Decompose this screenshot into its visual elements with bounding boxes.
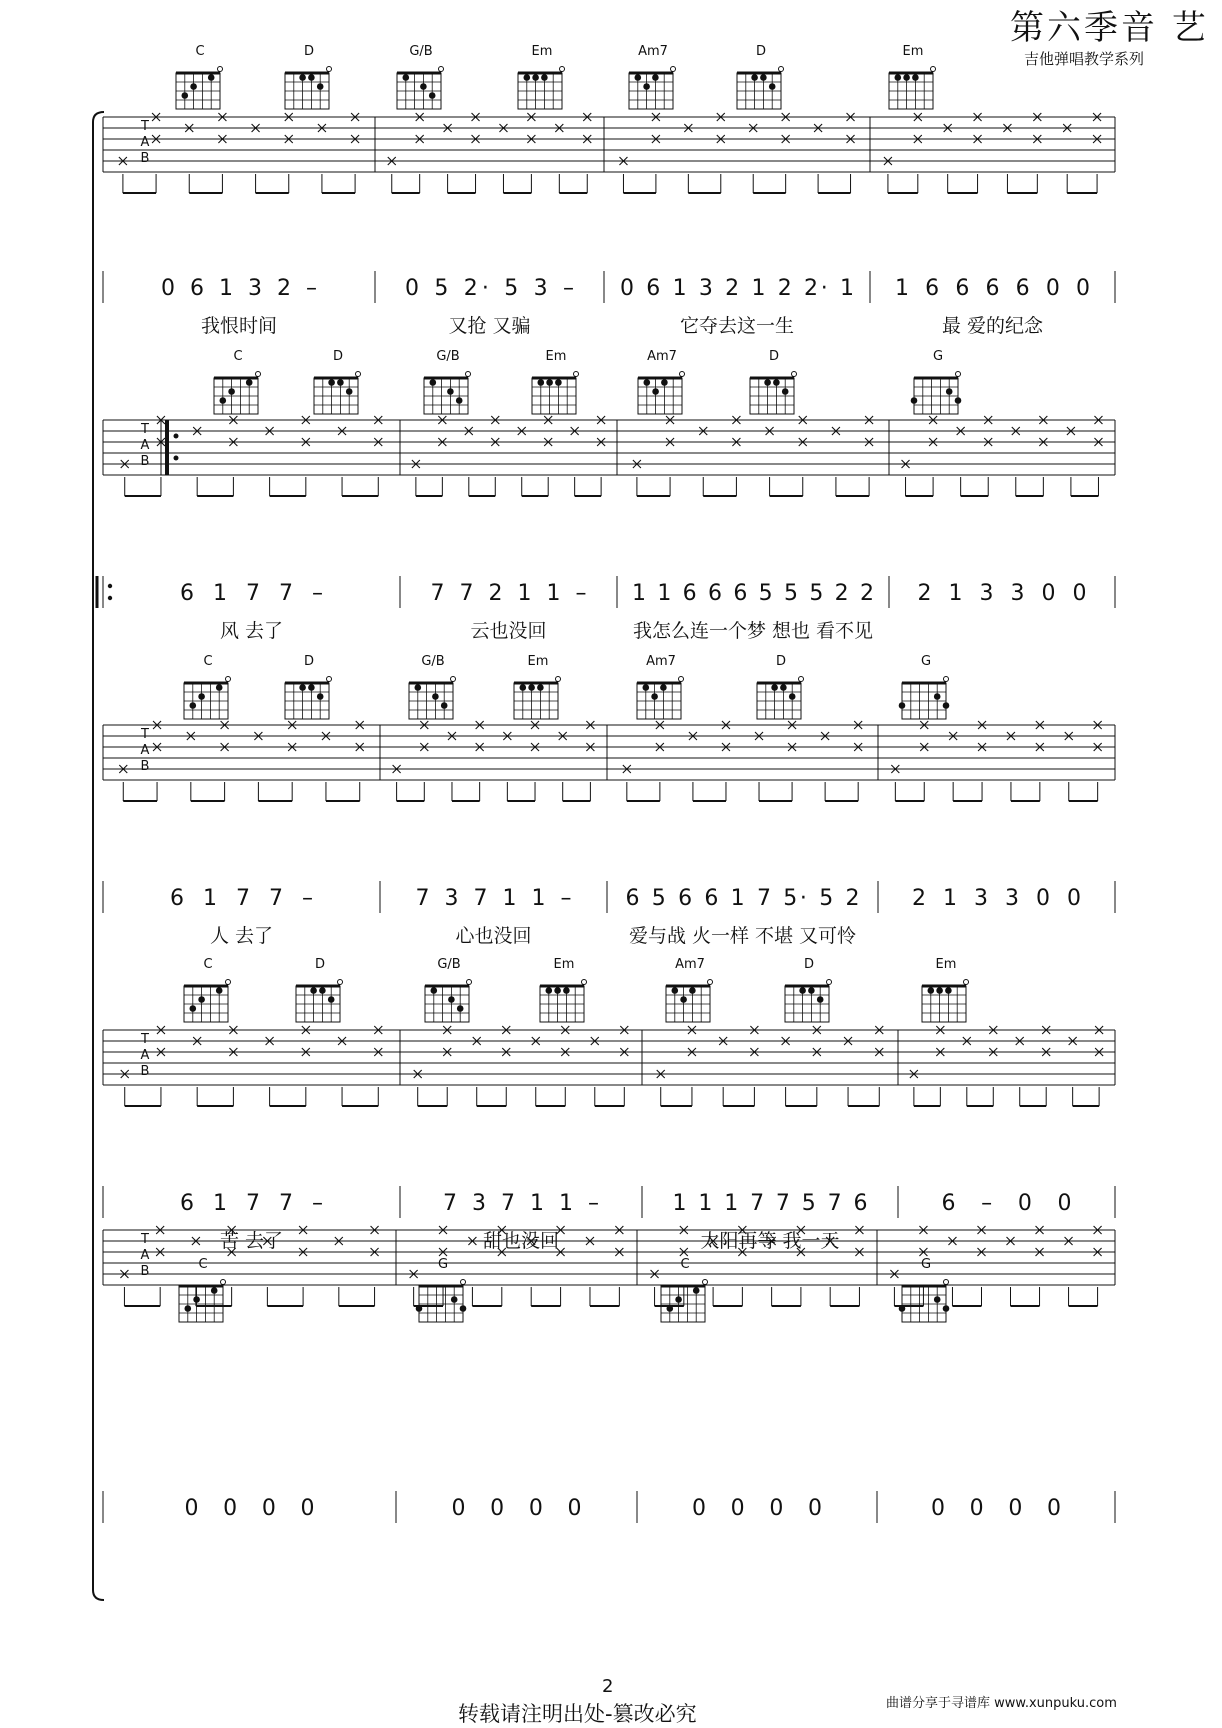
tab-clef-letter: B	[140, 1064, 150, 1079]
chord-name: Em	[902, 44, 924, 59]
finger-dot	[328, 379, 335, 386]
finger-dot	[764, 379, 771, 386]
finger-dot	[955, 397, 962, 404]
open-string-mark	[779, 67, 784, 72]
lyric-line: 甜也没回	[482, 1230, 560, 1252]
tab-clef-letter: T	[141, 119, 149, 134]
finger-dot	[661, 379, 668, 386]
chord-diagram	[638, 349, 685, 414]
finger-dot	[675, 1296, 682, 1303]
finger-dot	[782, 388, 789, 395]
lyric-line: 苦 去了	[219, 1230, 284, 1252]
chord-diagram	[184, 957, 231, 1022]
chord-name: D	[332, 349, 344, 364]
open-string-mark	[439, 67, 444, 72]
source-site: 曲谱分享于寻谱库 www.xunpuku.com	[886, 1696, 1117, 1711]
finger-dot	[934, 1296, 941, 1303]
chord-name: Em	[531, 44, 553, 59]
finger-dot	[555, 379, 562, 386]
finger-dot	[817, 996, 824, 1003]
finger-dot	[190, 83, 197, 90]
open-string-mark	[708, 980, 713, 985]
finger-dot	[799, 987, 806, 994]
finger-dot	[936, 987, 943, 994]
notation-measure: 6 1 7 7 –	[180, 581, 323, 606]
repeat-dot	[174, 434, 179, 439]
finger-dot	[317, 693, 324, 700]
finger-dot	[780, 684, 787, 691]
open-string-mark	[226, 980, 231, 985]
finger-dot	[651, 693, 658, 700]
lyric-line: 风 去了	[219, 620, 284, 642]
open-string-mark	[944, 1280, 949, 1285]
finger-dot	[182, 92, 189, 99]
finger-dot	[532, 74, 539, 81]
open-string-mark	[582, 980, 587, 985]
finger-dot	[420, 83, 427, 90]
chord-diagram	[314, 349, 361, 414]
open-string-mark	[356, 372, 361, 377]
open-string-mark	[467, 980, 472, 985]
finger-dot	[460, 1305, 467, 1312]
open-string-mark	[680, 372, 685, 377]
chord-diagram	[397, 44, 444, 109]
finger-dot	[193, 1296, 200, 1303]
finger-dot	[457, 1005, 464, 1012]
notation-measure: 6 1 7 7 –	[180, 1191, 323, 1216]
chord-name: G	[920, 1257, 932, 1272]
finger-dot	[185, 1305, 192, 1312]
open-string-mark	[560, 67, 565, 72]
chord-diagram	[409, 654, 456, 719]
notation-measure: 6 – 0 0	[941, 1191, 1072, 1216]
notation-measure: 1 1 1 7 7 5 7 6	[672, 1191, 868, 1216]
chord-name: D	[775, 654, 787, 669]
finger-dot	[415, 684, 422, 691]
finger-dot	[546, 987, 553, 994]
tab-staff	[103, 1026, 1115, 1106]
finger-dot	[895, 74, 902, 81]
lyric-line: 人 去了	[209, 925, 274, 947]
tab-clef-letter: B	[140, 151, 150, 166]
open-string-mark	[703, 1280, 708, 1285]
tab-clef-letter: T	[141, 1232, 149, 1247]
chord-name: Em	[527, 654, 549, 669]
notation-measure: 7 3 7 1 1 –	[443, 1191, 599, 1216]
chord-name: Am7	[647, 349, 677, 364]
finger-dot	[644, 379, 651, 386]
finger-dot	[635, 74, 642, 81]
system-4	[103, 957, 1115, 1252]
tab-clef-letter: A	[140, 743, 150, 758]
notation-measure: 7 3 7 1 1 –	[415, 886, 572, 911]
chord-diagram	[425, 957, 472, 1022]
finger-dot	[429, 92, 436, 99]
open-string-mark	[221, 1280, 226, 1285]
chord-name: Em	[553, 957, 575, 972]
chord-name: D	[314, 957, 326, 972]
finger-dot	[538, 379, 545, 386]
finger-dot	[451, 1296, 458, 1303]
chord-diagram	[750, 349, 797, 414]
chord-name: C	[233, 349, 243, 364]
chord-name: Em	[935, 957, 957, 972]
chord-name: D	[803, 957, 815, 972]
finger-dot	[299, 684, 306, 691]
finger-dot	[441, 702, 448, 709]
notation-measure: 0 0 0 0	[931, 1496, 1061, 1521]
chord-name: Em	[545, 349, 567, 364]
chord-diagram	[176, 44, 223, 109]
tab-staff	[103, 721, 1115, 801]
open-string-mark	[679, 677, 684, 682]
notation-measure: 1 1 6 6 6 5 5 5 2 2	[632, 581, 874, 606]
finger-dot	[689, 987, 696, 994]
finger-dot	[945, 987, 952, 994]
finger-dot	[769, 83, 776, 90]
finger-dot	[337, 379, 344, 386]
copyright-notice: 转载请注明出处-篡改必究	[458, 1702, 697, 1726]
open-string-mark	[256, 372, 261, 377]
finger-dot	[346, 388, 353, 395]
open-string-mark	[956, 372, 961, 377]
lyric-line: 太阳再等 我一天	[700, 1230, 840, 1252]
notation-measure: 2 1 3 3 0 0	[912, 886, 1081, 911]
chord-diagram	[296, 957, 343, 1022]
chord-diagram	[757, 654, 804, 719]
open-string-mark	[931, 67, 936, 72]
finger-dot	[934, 693, 941, 700]
finger-dot	[317, 83, 324, 90]
finger-dot	[643, 83, 650, 90]
open-string-mark	[451, 677, 456, 682]
finger-dot	[211, 1287, 218, 1294]
open-string-mark	[327, 67, 332, 72]
lyric-line: 我恨时间	[200, 315, 278, 337]
finger-dot	[912, 74, 919, 81]
system-1	[103, 44, 1115, 337]
lyric-line: 心也没回	[455, 925, 532, 947]
finger-dot	[198, 693, 205, 700]
notation-measure: 7 7 2 1 1 –	[430, 581, 587, 606]
finger-dot	[643, 684, 650, 691]
finger-dot	[308, 684, 315, 691]
tab-staff	[103, 113, 1115, 193]
finger-dot	[319, 987, 326, 994]
open-string-mark	[799, 677, 804, 682]
finger-dot	[660, 684, 667, 691]
finger-dot	[447, 388, 454, 395]
tab-staff	[103, 416, 1115, 496]
lyric-line: 云也没回	[470, 620, 547, 642]
system-3	[103, 654, 1115, 947]
finger-dot	[246, 379, 253, 386]
lyric-line: 爱与战 火一样 不堪 又可怜	[628, 925, 857, 947]
finger-dot	[672, 987, 679, 994]
notation-measure: 0 5 2· 5 3 –	[405, 276, 574, 301]
finger-dot	[190, 1005, 197, 1012]
tab-clef-letter: T	[141, 1032, 149, 1047]
chord-name: Am7	[638, 44, 668, 59]
finger-dot	[760, 74, 767, 81]
chord-name: C	[198, 1257, 208, 1272]
notation-measure: 6 1 7 7 –	[170, 886, 313, 911]
repeat-dot	[108, 584, 112, 588]
open-string-mark	[226, 677, 231, 682]
finger-dot	[693, 1287, 700, 1294]
chord-name: Am7	[646, 654, 676, 669]
finger-dot	[946, 388, 953, 395]
open-string-mark	[827, 980, 832, 985]
finger-dot	[198, 996, 205, 1003]
chord-name: C	[195, 44, 205, 59]
chord-name: G/B	[437, 957, 461, 972]
finger-dot	[448, 996, 455, 1003]
finger-dot	[308, 74, 315, 81]
repeat-dot	[174, 456, 179, 461]
chord-diagram	[285, 44, 332, 109]
system-2	[97, 349, 1115, 642]
tab-clef-letter: A	[140, 1248, 150, 1263]
open-string-mark	[218, 67, 223, 72]
open-string-mark	[792, 372, 797, 377]
notation-measure: 2 1 3 3 0 0	[917, 581, 1087, 606]
finger-dot	[456, 397, 463, 404]
finger-dot	[541, 74, 548, 81]
chord-diagram	[540, 957, 587, 1022]
finger-dot	[299, 74, 306, 81]
open-string-mark	[556, 677, 561, 682]
system-bracket	[93, 112, 104, 1600]
finger-dot	[520, 684, 527, 691]
finger-dot	[403, 74, 410, 81]
chord-name: G	[920, 654, 932, 669]
finger-dot	[943, 702, 950, 709]
chord-diagram	[214, 349, 261, 414]
finger-dot	[537, 684, 544, 691]
finger-dot	[190, 702, 197, 709]
chord-diagram	[184, 654, 231, 719]
lyric-line: 又抢 又骗	[448, 315, 531, 337]
chord-name: G	[437, 1257, 449, 1272]
finger-dot	[652, 74, 659, 81]
finger-dot	[431, 987, 438, 994]
notation-measure: 0 6 1 3 2 1 2 2· 1	[620, 276, 854, 301]
chord-diagram	[899, 1257, 950, 1322]
chord-diagram	[922, 957, 969, 1022]
chord-name: G/B	[421, 654, 445, 669]
chord-name: C	[203, 957, 213, 972]
chord-diagram	[179, 1257, 226, 1322]
tab-clef-letter: B	[140, 454, 150, 469]
finger-dot	[789, 693, 796, 700]
chord-name: D	[755, 44, 767, 59]
notation-measure: 6 5 6 6 1 7 5· 5 2	[625, 886, 860, 911]
chord-diagram	[737, 44, 784, 109]
tab-clef-letter: A	[140, 438, 150, 453]
brand-title: 第六季音 艺	[1010, 8, 1209, 48]
finger-dot	[911, 397, 918, 404]
open-string-mark	[461, 1280, 466, 1285]
tab-clef-letter: A	[140, 135, 150, 150]
finger-dot	[652, 388, 659, 395]
finger-dot	[524, 74, 531, 81]
notation-measure: 0 6 1 3 2 –	[161, 276, 317, 301]
finger-dot	[208, 74, 215, 81]
chord-diagram	[785, 957, 832, 1022]
tab-clef-letter: B	[140, 1264, 150, 1279]
tab-clef-letter: A	[140, 1048, 150, 1063]
finger-dot	[220, 397, 227, 404]
open-string-mark	[327, 677, 332, 682]
chord-diagram	[424, 349, 471, 414]
finger-dot	[554, 987, 561, 994]
notation-measure: 0 0 0 0	[451, 1496, 582, 1521]
chord-name: G	[932, 349, 944, 364]
open-string-mark	[964, 980, 969, 985]
lyric-line: 我怎么连一个梦 想也 看不见	[632, 620, 874, 642]
finger-dot	[773, 379, 780, 386]
lyric-line: 它夺去这一生	[679, 315, 795, 337]
chord-name: C	[203, 654, 213, 669]
finger-dot	[751, 74, 758, 81]
tab-clef-letter: B	[140, 759, 150, 774]
tab-clef-letter: T	[141, 727, 149, 742]
chord-diagram	[637, 654, 684, 719]
finger-dot	[328, 996, 335, 1003]
chord-diagram	[518, 44, 565, 109]
system-5	[103, 1226, 1115, 1523]
notation-measure: 0 0 0 0	[184, 1496, 315, 1521]
finger-dot	[310, 987, 317, 994]
chord-diagram	[416, 1257, 467, 1322]
finger-dot	[563, 987, 570, 994]
chord-name: D	[303, 44, 315, 59]
notation-measure: 0 0 0 0	[692, 1496, 822, 1521]
chord-diagram	[629, 44, 676, 109]
finger-dot	[528, 684, 535, 691]
chord-diagram	[899, 654, 950, 719]
finger-dot	[928, 987, 935, 994]
open-string-mark	[338, 980, 343, 985]
page-number: 2	[602, 1676, 614, 1697]
chord-name: D	[768, 349, 780, 364]
chord-name: G/B	[409, 44, 433, 59]
finger-dot	[943, 1305, 950, 1312]
finger-dot	[228, 388, 235, 395]
finger-dot	[808, 987, 815, 994]
brand-subtitle: 吉他弹唱教学系列	[1024, 50, 1145, 68]
lyric-line: 最 爱的纪念	[941, 315, 1044, 337]
open-string-mark	[671, 67, 676, 72]
open-string-mark	[466, 372, 471, 377]
finger-dot	[432, 693, 439, 700]
finger-dot	[430, 379, 437, 386]
open-string-mark	[574, 372, 579, 377]
chord-name: C	[680, 1257, 690, 1272]
open-string-mark	[944, 677, 949, 682]
chord-diagram	[514, 654, 561, 719]
chord-diagram	[532, 349, 579, 414]
finger-dot	[216, 987, 223, 994]
tab-clef-letter: T	[141, 422, 149, 437]
chord-name: D	[303, 654, 315, 669]
finger-dot	[680, 996, 687, 1003]
repeat-dot	[108, 596, 112, 600]
chord-diagram	[911, 349, 962, 414]
finger-dot	[546, 379, 553, 386]
chord-diagram	[666, 957, 713, 1022]
chord-name: G/B	[436, 349, 460, 364]
finger-dot	[771, 684, 778, 691]
chord-name: Am7	[675, 957, 705, 972]
notation-measure: 1 6 6 6 6 0 0	[895, 276, 1090, 301]
chord-diagram	[285, 654, 332, 719]
finger-dot	[899, 702, 906, 709]
finger-dot	[216, 684, 223, 691]
chord-diagram	[889, 44, 936, 109]
finger-dot	[903, 74, 910, 81]
